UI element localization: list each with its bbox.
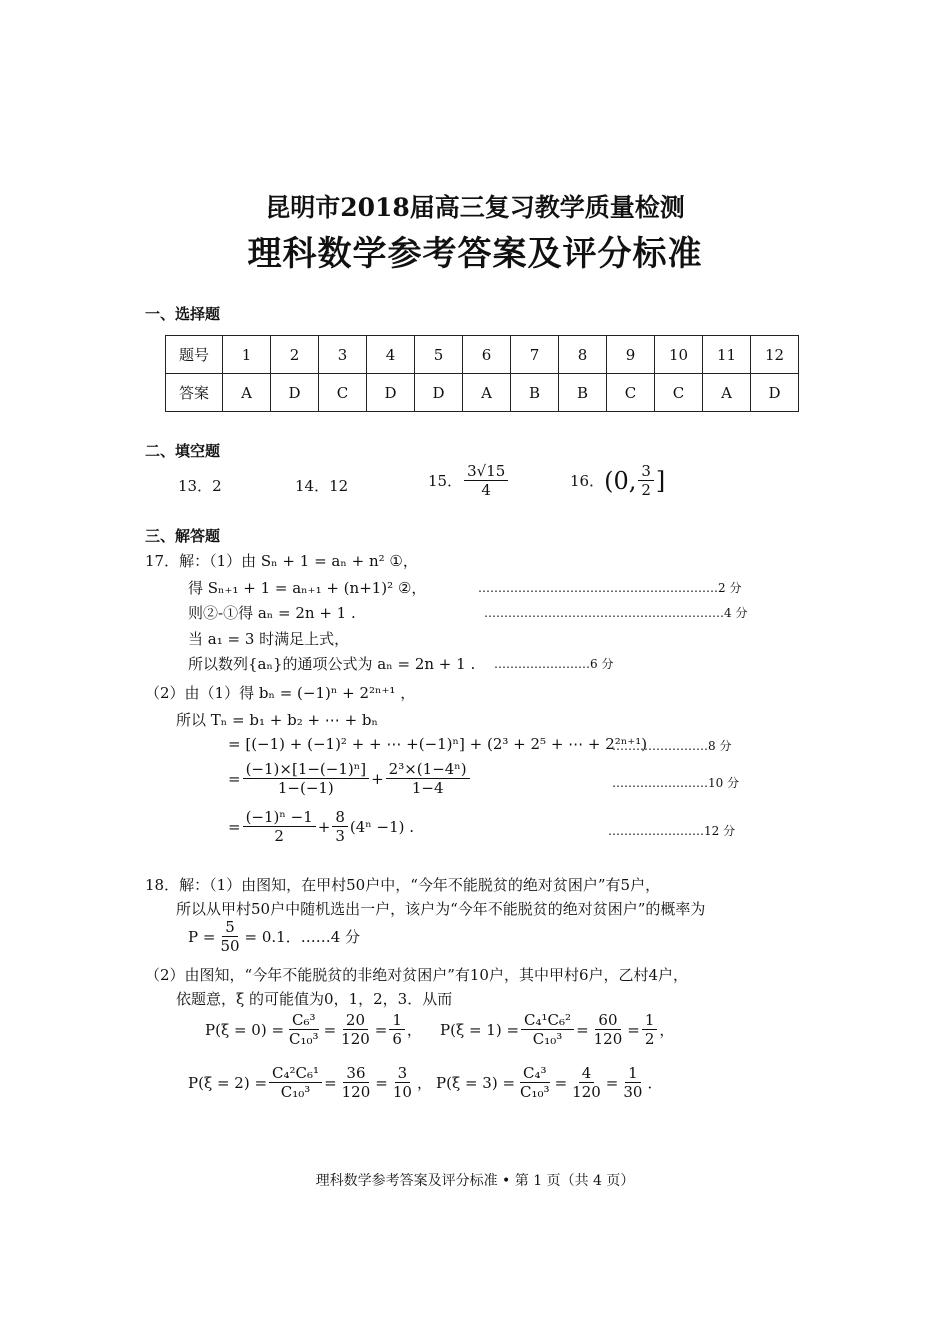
expression-tail: (4ⁿ −1) . (349, 817, 415, 836)
table-cell: D (367, 374, 415, 412)
score-marker: ……………………6 分 (494, 657, 614, 671)
answer-row (166, 374, 799, 412)
table-cell: 11 (703, 336, 751, 374)
table-cell: 8 (559, 336, 607, 374)
p17-line-6: （2）由（1）得 bₙ = (−1)ⁿ + 2²ⁿ⁺¹ ， (145, 684, 416, 702)
fraction (521, 1011, 574, 1048)
fraction (517, 1064, 553, 1101)
table-header-questions: 题号 (166, 336, 223, 374)
fraction (642, 1011, 658, 1048)
denominator: 3 (335, 827, 345, 845)
denominator: 4 (481, 481, 491, 499)
numerator: 20 (343, 1011, 368, 1030)
expression-suffix: = 0.1．……4 分 (244, 928, 361, 946)
denominator: 30 (623, 1083, 643, 1101)
numerator: 3 (638, 462, 654, 481)
p18-line-1: 18．解：（1）由图知，在甲村50户中，“今年不能脱贫的绝对贫困户”有5户， (145, 876, 661, 894)
fraction (390, 1064, 415, 1101)
denominator: 120 (572, 1083, 601, 1101)
numerator: 1 (625, 1064, 641, 1083)
table-cell: C (655, 374, 703, 412)
fraction (638, 462, 654, 499)
fraction (339, 1064, 374, 1101)
denominator: 6 (392, 1030, 402, 1048)
denominator: 2 (641, 481, 651, 499)
table-cell: 2 (271, 336, 319, 374)
p17-line-2: 得 Sₙ₊₁ + 1 = aₙ₊₁ + (n+1)² ②， (188, 579, 427, 597)
p18-line-2: 所以从甲村50户中随机选出一户，该户为“今年不能脱贫的绝对贫困户”的概率为 (176, 900, 706, 918)
title-line-1: 昆明市2018届高三复习教学质量检测 (265, 193, 685, 222)
answer-16 (570, 462, 665, 499)
score-marker: ……………………………………………………4 分 (484, 606, 748, 620)
table-cell: C (319, 374, 367, 412)
fraction (338, 1011, 373, 1048)
score-marker: ……………………8 分 (612, 739, 732, 753)
table-cell: 9 (607, 336, 655, 374)
answer-16-label: 16． (570, 472, 605, 490)
expression-prefix: P(ξ = 2) = (188, 1073, 268, 1092)
denominator: 1−4 (411, 779, 444, 797)
fraction (332, 808, 348, 845)
fraction (620, 1064, 645, 1101)
p17-line-7: 所以 Tₙ = b₁ + b₂ + ⋯ + bₙ (176, 711, 379, 729)
answer-table (165, 335, 799, 412)
numerator: C₆³ (289, 1011, 319, 1030)
denominator: C₁₀³ (520, 1083, 550, 1101)
table-cell: 4 (367, 336, 415, 374)
fraction (243, 760, 370, 797)
table-cell: A (223, 374, 271, 412)
p17-line-9: = $\frac{\text{(−1)×[1−(−1)ⁿ]}}{1-(-1)}$ + $\frac{\text{2³×(1−4ⁿ)}}{1-4}$ (228, 760, 472, 797)
table-cell: 1 (223, 336, 271, 374)
numerator: 5 (222, 918, 238, 937)
numerator: 36 (343, 1064, 368, 1083)
fraction (243, 808, 316, 845)
numerator: 1 (642, 1011, 658, 1030)
table-cell: D (751, 374, 799, 412)
p17-line-3: 则②-①得 aₙ = 2n + 1 . (188, 604, 356, 622)
title-line-2: 理科数学参考答案及评分标准 (247, 234, 703, 274)
table-header-answers: 答案 (166, 374, 223, 412)
score-marker: ……………………12 分 (608, 824, 736, 838)
denominator: 120 (341, 1083, 371, 1101)
table-cell: 6 (463, 336, 511, 374)
answer-15-label: 15． (428, 472, 463, 490)
numerator: C₄²C₆¹ (269, 1064, 322, 1083)
section-1-heading: 一、选择题 (145, 305, 221, 323)
probability-xi-2: P(ξ = 2) = $\frac{\text{C₄²C₆¹}}{\text{C₁₀³}}$ = $\frac{36}{120}$ = $\frac{3}{10}$ ， (188, 1064, 432, 1101)
expression-prefix: P = (188, 927, 216, 946)
denominator: 1−(−1) (277, 779, 334, 797)
fraction (591, 1011, 626, 1048)
denominator: 120 (593, 1030, 623, 1048)
numerator: (−1)×[1−(−1)ⁿ] (243, 760, 370, 779)
question-number-row (166, 336, 799, 374)
interval-right: ] (655, 466, 666, 495)
p17-line-10: = $\frac{\text{(−1)ⁿ −1}}{2}$ + $\frac{8}{3}$ (4ⁿ −1) . (228, 808, 415, 845)
table-cell: 7 (511, 336, 559, 374)
denominator: C₁₀³ (532, 1030, 563, 1048)
table-cell: B (511, 374, 559, 412)
interval-left: (0, (604, 466, 637, 495)
numerator: (−1)ⁿ −1 (243, 808, 316, 827)
p17-line-4: 当 a₁ = 3 时满足上式， (188, 630, 350, 648)
probability-xi-1: P(ξ = 1) = $\frac{\text{C₄¹C₆²}}{\text{C₁₀³}}$ = $\frac{60}{120}$ = $\frac{1}{2}$ ， (440, 1011, 675, 1048)
p18-line-4: （2）由图知，“今年不能脱贫的非绝对贫困户”有10户，其中甲村6户，乙村4户， (145, 966, 689, 984)
table-cell: 5 (415, 336, 463, 374)
score-marker: ……………………10 分 (612, 776, 740, 790)
numerator: 3√15 (464, 462, 508, 481)
numerator: C₄³ (520, 1064, 550, 1083)
table-cell: D (415, 374, 463, 412)
table-cell: 10 (655, 336, 703, 374)
probability-xi-3: P(ξ = 3) = $\frac{\text{C₄³}}{\text{C₁₀³}}$ = $\frac{4}{120}$ = $\frac{1}{30}$ ． (436, 1064, 663, 1101)
p18-line-3 (188, 918, 360, 955)
fraction (217, 918, 242, 955)
denominator: 10 (392, 1083, 412, 1101)
p17-line-1: 17．解：（1）由 Sₙ + 1 = aₙ + n² ①， (145, 552, 418, 570)
denominator: 2 (274, 827, 284, 845)
score-marker: ……………………………………………………2 分 (478, 581, 742, 595)
table-cell: A (463, 374, 511, 412)
p17-line-8: = [(−1) + (−1)² + + ⋯ +(−1)ⁿ] + (2³ + 2⁵ + ⋯ + 2²ⁿ⁺¹) (228, 735, 648, 753)
fraction (464, 462, 508, 499)
expression-prefix: P(ξ = 0) = (205, 1020, 285, 1039)
table-cell: C (607, 374, 655, 412)
table-cell: 3 (319, 336, 367, 374)
numerator: 4 (579, 1064, 595, 1083)
fraction (569, 1064, 604, 1101)
page-footer: 理科数学参考答案及评分标准 • 第 1 页（共 4 页） (315, 1173, 635, 1189)
denominator: 2 (644, 1030, 655, 1048)
numerator: 60 (595, 1011, 620, 1030)
numerator: 2³×(1−4ⁿ) (386, 760, 470, 779)
fraction (286, 1011, 322, 1048)
fraction (389, 1011, 405, 1048)
table-cell: D (271, 374, 319, 412)
p17-line-5: 所以数列{aₙ}的通项公式为 aₙ = 2n + 1 . (188, 655, 476, 673)
numerator: 3 (395, 1064, 411, 1083)
probability-xi-0: P(ξ = 0) = $\frac{\text{C₆³}}{\text{C₁₀³}}$ = $\frac{20}{120}$ = $\frac{1}{6}$ ， (205, 1011, 422, 1048)
numerator: C₄¹C₆² (521, 1011, 574, 1030)
answer-15 (428, 462, 510, 499)
answer-14: 14．12 (295, 477, 349, 495)
fraction (386, 760, 470, 797)
table-cell: 12 (751, 336, 799, 374)
denominator: C₁₀³ (280, 1083, 311, 1101)
denominator: C₁₀³ (289, 1030, 319, 1048)
answer-13: 13．2 (178, 477, 222, 495)
numerator: 8 (332, 808, 348, 827)
table-cell: B (559, 374, 607, 412)
section-3-heading: 三、解答题 (145, 527, 221, 545)
denominator: 50 (220, 937, 240, 955)
numerator: 1 (389, 1011, 405, 1030)
expression-prefix: P(ξ = 3) = (436, 1073, 516, 1092)
expression-prefix: P(ξ = 1) = (440, 1020, 520, 1039)
p18-line-5: 依题意，ξ 的可能值为0，1，2，3．从而 (176, 990, 453, 1008)
section-2-heading: 二、填空题 (145, 442, 221, 460)
fraction (269, 1064, 322, 1101)
denominator: 120 (341, 1030, 370, 1048)
table-cell: A (703, 374, 751, 412)
